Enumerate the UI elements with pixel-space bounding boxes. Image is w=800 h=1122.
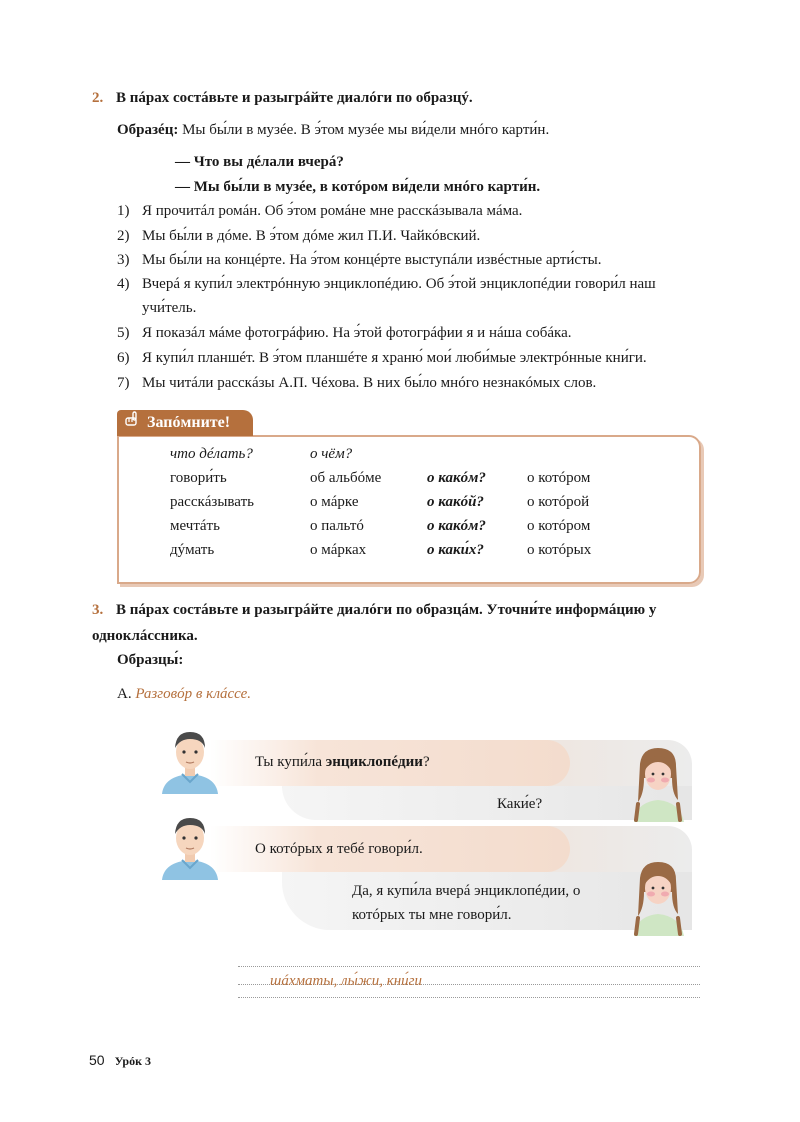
- hint-words: шáхматы, лы́жи, кни́ги: [270, 973, 423, 989]
- table-row: расскáзывать о мáрке о какóй? о котóрой: [170, 493, 590, 510]
- remember-table: [170, 442, 627, 562]
- sample-a: А. Разговóр в клáссе.: [117, 686, 252, 702]
- sample-question: — Что вы дéлали вчерá?: [175, 154, 344, 170]
- exercise-2-number: 2.: [92, 90, 104, 106]
- sample-label: Образéц:: [117, 122, 179, 138]
- table-row: дýмать о мáрках о каки́х? о котóрых: [170, 541, 592, 558]
- table-row: мечтáть о пальтó о какóм? о котóром: [170, 517, 591, 534]
- sample-answer: — Мы бы́ли в музéе, в котóром ви́дели мнóго карти́н.: [175, 179, 541, 195]
- exercise-3-number: 3.: [92, 602, 104, 618]
- exercise-3-title: В пáрах состáвьте и разыгрáйте диалóги по образцáм. Уточни́те информáцию у одноклáссника.: [92, 602, 657, 644]
- girl-avatar: [626, 858, 690, 941]
- table-row: что дéлать? о чём?: [170, 445, 353, 462]
- list-item: 5) Я показáл мáме фотогрáфию. На э́той фотогрáфии я и нáша собáка.: [117, 325, 572, 341]
- exercise-2-sample: [117, 118, 717, 142]
- remember-tab: [117, 410, 253, 436]
- dialogue-line-4: Да, я купи́ла вчерá энциклопéдии, о котóрых ты мне говори́л.: [352, 883, 581, 923]
- hint-divider: [238, 997, 700, 998]
- samples-label: Образцы́:: [117, 652, 184, 668]
- list-item: 6) Я купи́л планшéт. В э́том планшéте я храню́ мои́ люби́мые электрóнные кни́ги.: [117, 350, 647, 366]
- boy-avatar: [158, 810, 222, 885]
- pointing-hand-icon: [121, 410, 143, 436]
- page-number: 50: [89, 1052, 105, 1068]
- sample-a-title: Разговóр в клáссе.: [135, 686, 252, 702]
- remember-title: Запóмните!: [147, 414, 231, 431]
- list-item: 3) Мы бы́ли на концéрте. На э́том концéрте выступáли извéстные арти́сты.: [117, 252, 602, 268]
- exercise-2-heading: [92, 85, 712, 111]
- girl-avatar: [626, 744, 690, 827]
- list-item: 2) Мы бы́ли в дóме. В э́том дóме жил П.И. Чайкóвский.: [117, 228, 481, 244]
- lesson-label: Урóк 3: [114, 1054, 151, 1068]
- page-footer: [89, 1052, 151, 1070]
- exercise-3-heading: [92, 597, 702, 649]
- exercise-2-title: В пáрах состáвьте и разыгрáйте диалóги по образцý.: [116, 90, 473, 106]
- dialogue-line-3: О котóрых я тебé говори́л.: [255, 841, 423, 857]
- boy-avatar: [158, 724, 222, 799]
- list-item: 1) Я прочитáл ромáн. Об э́том ромáне мне расскáзывала мáма.: [117, 203, 523, 219]
- dialogue-line-2: Каки́е?: [497, 796, 543, 812]
- list-item: 7) Мы читáли расскáзы А.П. Чéхова. В них бы́ло мнóго незнакóмых слов.: [117, 375, 597, 391]
- list-item: 4) Вчерá я купи́л электрóнную энциклопéдию. Об э́той энциклопéдии говори́л наш учи́тель.: [117, 276, 656, 316]
- sample-text: Мы бы́ли в музéе. В э́том музéе мы ви́дели мнóго карти́н.: [182, 122, 550, 138]
- dialogue-line-1: Ты купи́ла энциклопéдии?: [255, 754, 430, 770]
- hint-divider: [238, 966, 700, 967]
- table-row: говори́ть об альбóме о какóм? о котóром: [170, 469, 591, 486]
